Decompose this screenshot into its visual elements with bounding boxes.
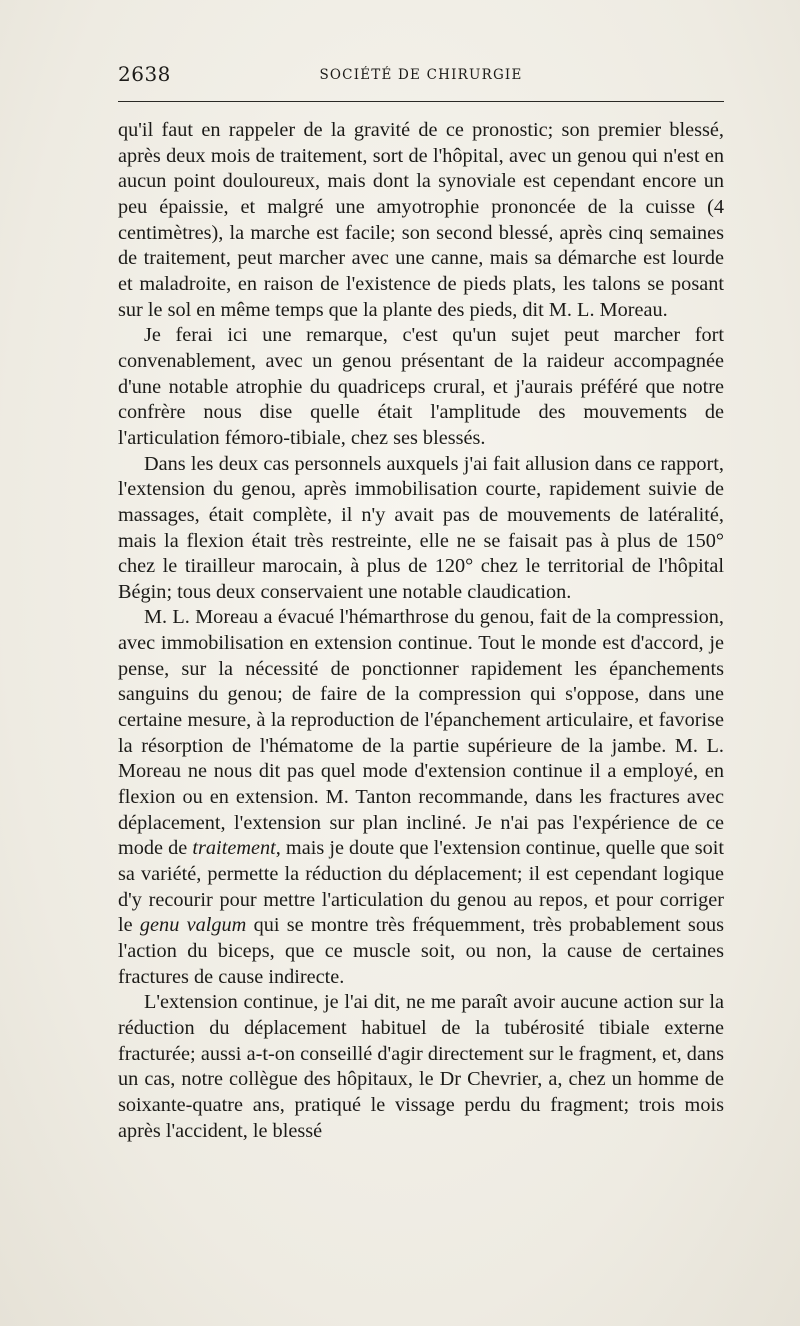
- paragraph-text: qui se montre très fréquemment, très probablement sous l'action du biceps, que ce muscle soit, ou non, la cause de certaines fractures de cause indirecte.: [118, 914, 725, 988]
- paragraph: qu'il faut en rappeler de la gravité de ce pronostic; son premier blessé, après deux mois de traitement, sort de l'hôpital, avec un genou qui n'est en aucun point douloureux, mais dont la synoviale est cependant encore un peu épaissie, et malgré une amyotrophie prononcée de la cuisse (4 centimètres), la marche est facile; son second blessé, après cinq semaines de traitement, peut marcher avec une canne, mais sa démarche est lourde et maladroite, en raison de l'existence de pieds plats, les talons se posant sur le sol en même temps que la plante des pieds, dit M. L. Moreau.: [118, 119, 724, 321]
- paragraph-text: , mais je doute que l'extension continue, quelle que soit sa variété, permette la réduction du déplacement; il est cependant logique d'y recourir pour mettre l'articulation du genou au repos, et pour corriger le: [118, 837, 724, 937]
- page-number: 2638: [118, 62, 171, 86]
- body-text: [118, 118, 724, 1144]
- paragraph: Dans les deux cas personnels auxquels j'ai fait allusion dans ce rapport, l'extension du genou, après immobilisation courte, rapidement suivie de massages, était complète, il n'y avait pas de mouvements de latéralité, mais la flexion était très restreinte, elle ne se faisait pas à plus de 150° chez le tirailleur marocain, à plus de 120° chez le territorial de l'hôpital Bégin; tous deux conservaient une notable claudication.: [118, 452, 724, 603]
- italic-term: genu valgum: [139, 914, 247, 937]
- italic-term: traitement: [192, 837, 276, 860]
- page-header: [118, 62, 724, 90]
- paragraph-text: M. L. Moreau a évacué l'hémarthrose du genou, fait de la compression, avec immobilisation en extension continue. Tout le monde est d'accord, je pense, sur la nécessité de ponctionner rapidement les épanchements sanguins du genou; de faire de la compression qui s'oppose, dans une certaine mesure, à la reproduction de l'épanchement articulaire, et favorise la résorption de l'hématome de la partie supérieure de la jambe. M. L. Moreau ne nous dit pas quel mode d'extension continue il a employé, en flexion ou en extension. M. Tanton recommande, dans les fractures avec déplacement, l'extension sur plan incliné. Je n'ai pas l'expérience de ce mode de: [118, 606, 724, 860]
- header-rule: [118, 101, 724, 102]
- paragraph: [118, 605, 724, 990]
- paragraph: L'extension continue, je l'ai dit, ne me paraît avoir aucune action sur la réduction du déplacement habituel de la tubérosité tibiale externe fracturée; aussi a-t-on conseillé d'agir directement sur le fragment, et, dans un cas, notre collègue des hôpitaux, le Dr Chevrier, a, chez un homme de soixante-quatre ans, pratiqué le vissage perdu du fragment; trois mois après l'accident, le blessé: [118, 991, 724, 1142]
- running-head: SOCIÉTÉ DE CHIRURGIE: [319, 67, 523, 83]
- paragraph: Je ferai ici une remarque, c'est qu'un sujet peut marcher fort convenablement, avec un genou présentant de la raideur accompagnée d'une notable atrophie du quadriceps crural, et j'aurais préféré que notre confrère nous dise quelle était l'amplitude des mouvements de l'articulation fémoro-tibiale, chez ses blessés.: [118, 324, 724, 449]
